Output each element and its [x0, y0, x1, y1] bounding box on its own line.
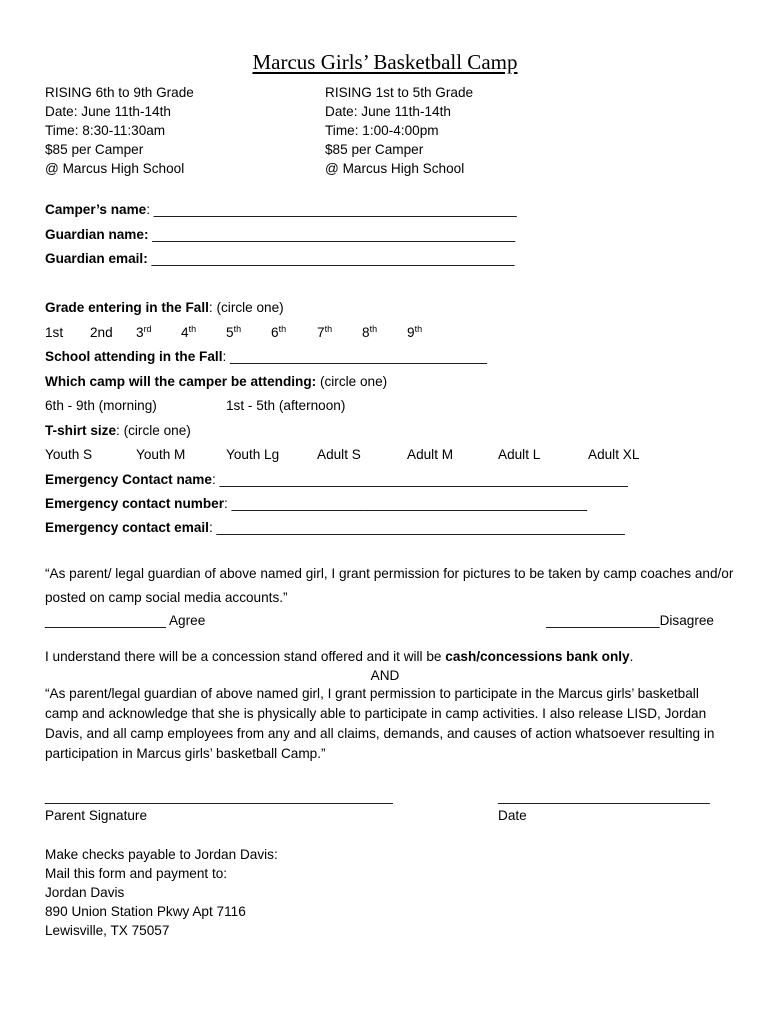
- camp-group: RISING 1st to 5th Grade: [325, 85, 474, 100]
- grade-label: Grade entering in the Fall: [45, 300, 209, 315]
- guardian-name-line[interactable]: ________________________________________________: [148, 227, 516, 242]
- camp-option-afternoon[interactable]: 1st - 5th (afternoon): [226, 398, 346, 413]
- emergency-name-field[interactable]: [45, 472, 628, 488]
- tshirt-option-youth-m[interactable]: Youth M: [136, 447, 186, 462]
- camper-name-line[interactable]: : ________________________________________________: [146, 202, 517, 217]
- camp-date: Date: June 11th-14th: [45, 104, 171, 119]
- emergency-name-line[interactable]: : ______________________________________________________: [211, 472, 628, 487]
- school-field[interactable]: [45, 349, 487, 365]
- and-divider: AND: [370, 668, 400, 683]
- date-line[interactable]: ____________________________: [498, 789, 710, 804]
- tshirt-option-youth-s[interactable]: Youth S: [45, 447, 93, 462]
- payment-line: Mail this form and payment to:: [45, 866, 228, 881]
- school-line[interactable]: : __________________________________: [222, 349, 488, 364]
- tshirt-options: [0, 447, 770, 465]
- camp-group: RISING 6th to 9th Grade: [45, 85, 194, 100]
- photo-disagree-line[interactable]: _______________Disagree: [546, 613, 714, 628]
- tshirt-hint: : (circle one): [116, 423, 191, 438]
- camp-choice-options: [0, 398, 770, 416]
- tshirt-option-adult-l[interactable]: Adult L: [498, 447, 541, 462]
- guardian-email-field[interactable]: [45, 251, 514, 267]
- emergency-number-field[interactable]: [45, 496, 587, 512]
- emergency-email-label: Emergency contact email: [45, 520, 209, 535]
- page-title: Marcus Girls’ Basketball Camp: [252, 50, 518, 74]
- tshirt-option-adult-m[interactable]: Adult M: [407, 447, 454, 462]
- tshirt-heading: [45, 423, 191, 439]
- photo-consent-text: “As parent/ legal guardian of above named girl, I grant permission for pictures to be taken by camp coaches and/or posted on camp social media accounts.”: [45, 566, 734, 605]
- release-text: “As parent/legal guardian of above named girl, I grant permission to participate in the Marcus girls’ basketball camp and acknowledge that she is physically able to participate in camp activities. I also release LISD, Jordan Davis, and all camp employees from any and all claims, demands, and causes of action whatsoever resulting in participation in Marcus girls’ basketball Camp.”: [45, 686, 715, 761]
- camp-choice-heading: [45, 374, 387, 390]
- payment-instructions: [45, 845, 278, 940]
- tshirt-option-adult-s[interactable]: Adult S: [317, 447, 361, 462]
- payment-line: Jordan Davis: [45, 885, 125, 900]
- grade-option-9th[interactable]: 9th: [407, 324, 423, 340]
- grade-option-1st[interactable]: 1st: [45, 325, 64, 340]
- camp-location: @ Marcus High School: [45, 161, 185, 176]
- grade-option-5th[interactable]: 5th: [226, 324, 242, 340]
- emergency-email-field[interactable]: [45, 520, 625, 536]
- camper-name-field[interactable]: [45, 202, 517, 218]
- tshirt-label: T-shirt size: [45, 423, 117, 438]
- camper-name-label: Camper’s name: [45, 202, 147, 217]
- signature-line[interactable]: ______________________________________________: [45, 789, 393, 804]
- signature-label: Parent Signature: [45, 808, 148, 823]
- tshirt-option-adult-xl[interactable]: Adult XL: [588, 447, 640, 462]
- grade-hint: : (circle one): [208, 300, 284, 315]
- emergency-number-label: Emergency contact number: [45, 496, 225, 511]
- camp-choice-hint: (circle one): [316, 374, 388, 389]
- camp-info-older: [45, 83, 194, 178]
- camp-date: Date: June 11th-14th: [325, 104, 451, 119]
- grade-option-7th[interactable]: 7th: [317, 324, 333, 340]
- guardian-email-label: Guardian email:: [45, 251, 148, 266]
- grade-option-6th[interactable]: 6th: [271, 324, 287, 340]
- guardian-email-line[interactable]: ________________________________________________: [147, 251, 515, 266]
- concession-notice: I understand there will be a concession stand offered and it will be cash/concessions bank only.: [45, 649, 634, 664]
- emergency-number-line[interactable]: : _______________________________________________: [224, 496, 587, 511]
- payment-line: Make checks payable to Jordan Davis:: [45, 847, 278, 862]
- grade-option-3rd[interactable]: 3rd: [136, 324, 152, 340]
- grade-heading: [45, 300, 284, 316]
- guardian-name-field[interactable]: [45, 227, 515, 243]
- grade-option-8th[interactable]: 8th: [362, 324, 378, 340]
- camp-location: @ Marcus High School: [325, 161, 465, 176]
- camp-time: Time: 8:30-11:30am: [45, 123, 166, 138]
- emergency-name-label: Emergency Contact name: [45, 472, 212, 487]
- grade-option-4th[interactable]: 4th: [181, 324, 197, 340]
- date-label: Date: [498, 808, 527, 823]
- camp-time: Time: 1:00-4:00pm: [325, 123, 439, 138]
- guardian-name-label: Guardian name:: [45, 227, 149, 242]
- grade-options: [0, 325, 770, 343]
- concession-emphasis: cash/concessions bank only: [445, 649, 630, 664]
- grade-option-2nd[interactable]: 2nd: [90, 325, 113, 340]
- camp-option-morning[interactable]: 6th - 9th (morning): [45, 398, 157, 413]
- school-label: School attending in the Fall: [45, 349, 223, 364]
- photo-agree-line[interactable]: ________________ Agree: [45, 613, 206, 628]
- camp-price: $85 per Camper: [325, 142, 424, 157]
- camp-choice-label: Which camp will the camper be attending:: [45, 374, 317, 389]
- payment-line: 890 Union Station Pkwy Apt 7116: [45, 904, 246, 919]
- camp-info-younger: [325, 83, 473, 178]
- emergency-email-line[interactable]: : ______________________________________________________: [208, 520, 625, 535]
- camp-price: $85 per Camper: [45, 142, 144, 157]
- tshirt-option-youth-lg[interactable]: Youth Lg: [226, 447, 280, 462]
- payment-line: Lewisville, TX 75057: [45, 923, 170, 938]
